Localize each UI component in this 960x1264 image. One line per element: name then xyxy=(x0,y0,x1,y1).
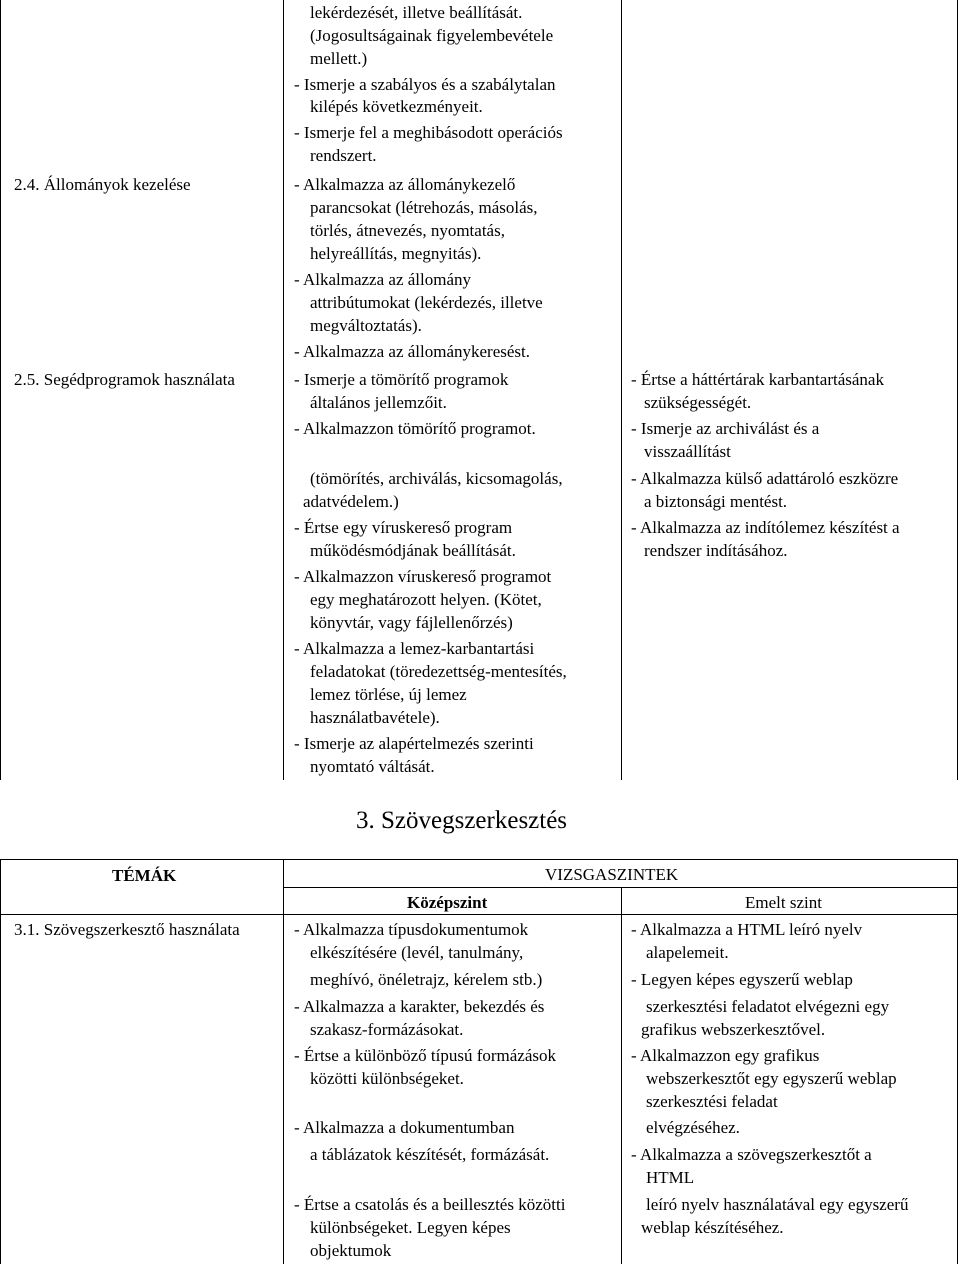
row-2-4-mid-1: - Alkalmazza az állománykezelő xyxy=(294,175,516,194)
prev-row-line-7: rendszert. xyxy=(310,146,377,165)
row-3-1-mid-9: a táblázatok készítését, formázását. xyxy=(310,1145,550,1164)
row-3-1-right-5: grafikus webszerkesztővel. xyxy=(641,1020,826,1039)
row-3-1-right-3: - Legyen képes egyszerű weblap xyxy=(631,970,853,989)
prev-row-line-1: lekérdezését, illetve beállítását. xyxy=(310,3,523,22)
bt-border-col1 xyxy=(283,859,284,1264)
row-3-1-mid-6: - Értse a különböző típusú formázások xyxy=(294,1046,557,1065)
row-2-4-mid-2: parancsokat (létrehozás, másolás, xyxy=(310,198,538,217)
row-3-1-right-10: - Alkalmazza a szövegszerkesztőt a xyxy=(631,1145,872,1164)
row-2-5-mid-1: - Ismerje a tömörítő programok xyxy=(294,370,509,389)
bt-border-right xyxy=(957,859,958,1264)
row-2-4-mid-5: - Alkalmazza az állomány xyxy=(294,270,471,289)
row-3-1-mid-11: különbségeket. Legyen képes xyxy=(310,1218,511,1237)
header-levels: VIZSGASZINTEK xyxy=(545,865,679,884)
row-3-1-mid-8: - Alkalmazza a dokumentumban xyxy=(294,1118,515,1137)
row-3-1-right-12: leíró nyelv használatával egy egyszerű xyxy=(646,1195,909,1214)
row-2-5-right-3: - Ismerje az archiválást és a xyxy=(631,419,820,438)
row-3-1-mid-1: - Alkalmazza típusdokumentumok xyxy=(294,920,529,939)
table-border-col1 xyxy=(283,0,284,780)
row-2-5-mid-13: lemez törlése, új lemez xyxy=(310,685,467,704)
row-3-1-right-9: elvégzéséhez. xyxy=(646,1118,740,1137)
row-2-5-mid-8: - Alkalmazzon víruskereső programot xyxy=(294,567,552,586)
row-3-1-mid-10: - Értse a csatolás és a beillesztés közötti xyxy=(294,1195,566,1214)
row-2-5-right-4: visszaállítást xyxy=(644,442,731,461)
row-2-5-mid-3: - Alkalmazzon tömörítő programot. xyxy=(294,419,536,438)
row-3-1-right-1: - Alkalmazza a HTML leíró nyelv xyxy=(631,920,863,939)
row-3-1-mid-7: közötti különbségeket. xyxy=(310,1069,464,1088)
row-2-5-mid-2: általános jellemzőit. xyxy=(310,393,447,412)
row-2-5-mid-14: használatbavétele). xyxy=(310,708,440,727)
table-border-top xyxy=(0,859,958,860)
row-2-5-topic: 2.5. Segédprogramok használata xyxy=(14,370,235,389)
row-2-5-mid-6: - Értse egy víruskereső program xyxy=(294,518,513,537)
header-high-level: Emelt szint xyxy=(745,893,822,912)
row-2-5-mid-5: adatvédelem.) xyxy=(303,492,399,511)
row-2-5-right-2: szükségességét. xyxy=(644,393,752,412)
row-2-4-topic: 2.4. Állományok kezelése xyxy=(14,175,191,194)
row-3-1-right-8: szerkesztési feladat xyxy=(646,1092,778,1111)
row-3-1-right-4: szerkesztési feladatot elvégezni egy xyxy=(646,997,890,1016)
row-2-5-mid-16: nyomtató váltását. xyxy=(310,757,435,776)
row-3-1-mid-4: - Alkalmazza a karakter, bekezdés és xyxy=(294,997,545,1016)
row-3-1-mid-12: objektumok xyxy=(310,1241,392,1260)
row-3-1-mid-3: meghívó, önéletrajz, kérelem stb.) xyxy=(310,970,543,989)
row-2-5-right-5: - Alkalmazza külső adattároló eszközre xyxy=(631,469,899,488)
prev-row-line-2: (Jogosultságainak figyelembevétele xyxy=(310,26,554,45)
prev-row-line-6: - Ismerje fel a meghibásodott operációs xyxy=(294,123,563,142)
row-2-4-mid-3: törlés, átnevezés, nyomtatás, xyxy=(310,221,505,240)
row-3-1-topic: 3.1. Szövegszerkesztő használata xyxy=(14,920,240,939)
row-2-5-mid-11: - Alkalmazza a lemez-karbantartási xyxy=(294,639,535,658)
bt-border-left xyxy=(0,859,1,1264)
row-2-5-mid-10: könyvtár, vagy fájlellenőrzés) xyxy=(310,613,513,632)
row-3-1-right-11: HTML xyxy=(646,1168,695,1187)
row-3-1-mid-2: elkészítésére (levél, tanulmány, xyxy=(310,943,524,962)
row-2-5-mid-12: feladatokat (töredezettség-mentesítés, xyxy=(310,662,567,681)
table-border-right xyxy=(957,0,958,780)
row-3-1-right-6: - Alkalmazzon egy grafikus xyxy=(631,1046,820,1065)
row-2-5-right-8: rendszer indításához. xyxy=(644,541,788,560)
row-2-5-mid-7: működésmódjának beállítását. xyxy=(310,541,516,560)
row-2-5-right-1: - Értse a háttértárak karbantartásának xyxy=(631,370,884,389)
row-2-4-mid-6: attribútumokat (lekérdezés, illetve xyxy=(310,293,543,312)
row-3-1-right-2: alapelemeit. xyxy=(646,943,729,962)
prev-row-line-5: kilépés következményeit. xyxy=(310,97,483,116)
prev-row-line-3: mellett.) xyxy=(310,49,368,68)
row-2-5-right-6: a biztonsági mentést. xyxy=(644,492,788,511)
header-topics: TÉMÁK xyxy=(112,866,177,885)
row-2-5-mid-9: egy meghatározott helyen. (Kötet, xyxy=(310,590,542,609)
row-3-1-right-13: weblap készítéséhez. xyxy=(641,1218,784,1237)
row-2-4-mid-8: - Alkalmazza az állománykeresést. xyxy=(294,342,530,361)
row-3-1-mid-5: szakasz-formázásokat. xyxy=(310,1020,464,1039)
row-3-1-right-7: webszerkesztőt egy egyszerű weblap xyxy=(646,1069,897,1088)
table-border-left xyxy=(0,0,1,780)
row-2-5-right-7: - Alkalmazza az indítólemez készítést a xyxy=(631,518,900,537)
row-2-4-mid-7: megváltoztatás). xyxy=(310,316,422,335)
header-mid-level: Középszint xyxy=(407,893,488,912)
row-2-5-mid-15: - Ismerje az alapértelmezés szerinti xyxy=(294,734,534,753)
row-2-4-mid-4: helyreállítás, megnyitás). xyxy=(310,244,482,263)
row-2-5-mid-4: (tömörítés, archiválás, kicsomagolás, xyxy=(310,469,563,488)
section-title: 3. Szövegszerkesztés xyxy=(356,807,568,834)
bt-border-col2 xyxy=(621,887,622,1264)
table-border-col2 xyxy=(621,0,622,780)
prev-row-line-4: - Ismerje a szabályos és a szabálytalan xyxy=(294,75,556,94)
